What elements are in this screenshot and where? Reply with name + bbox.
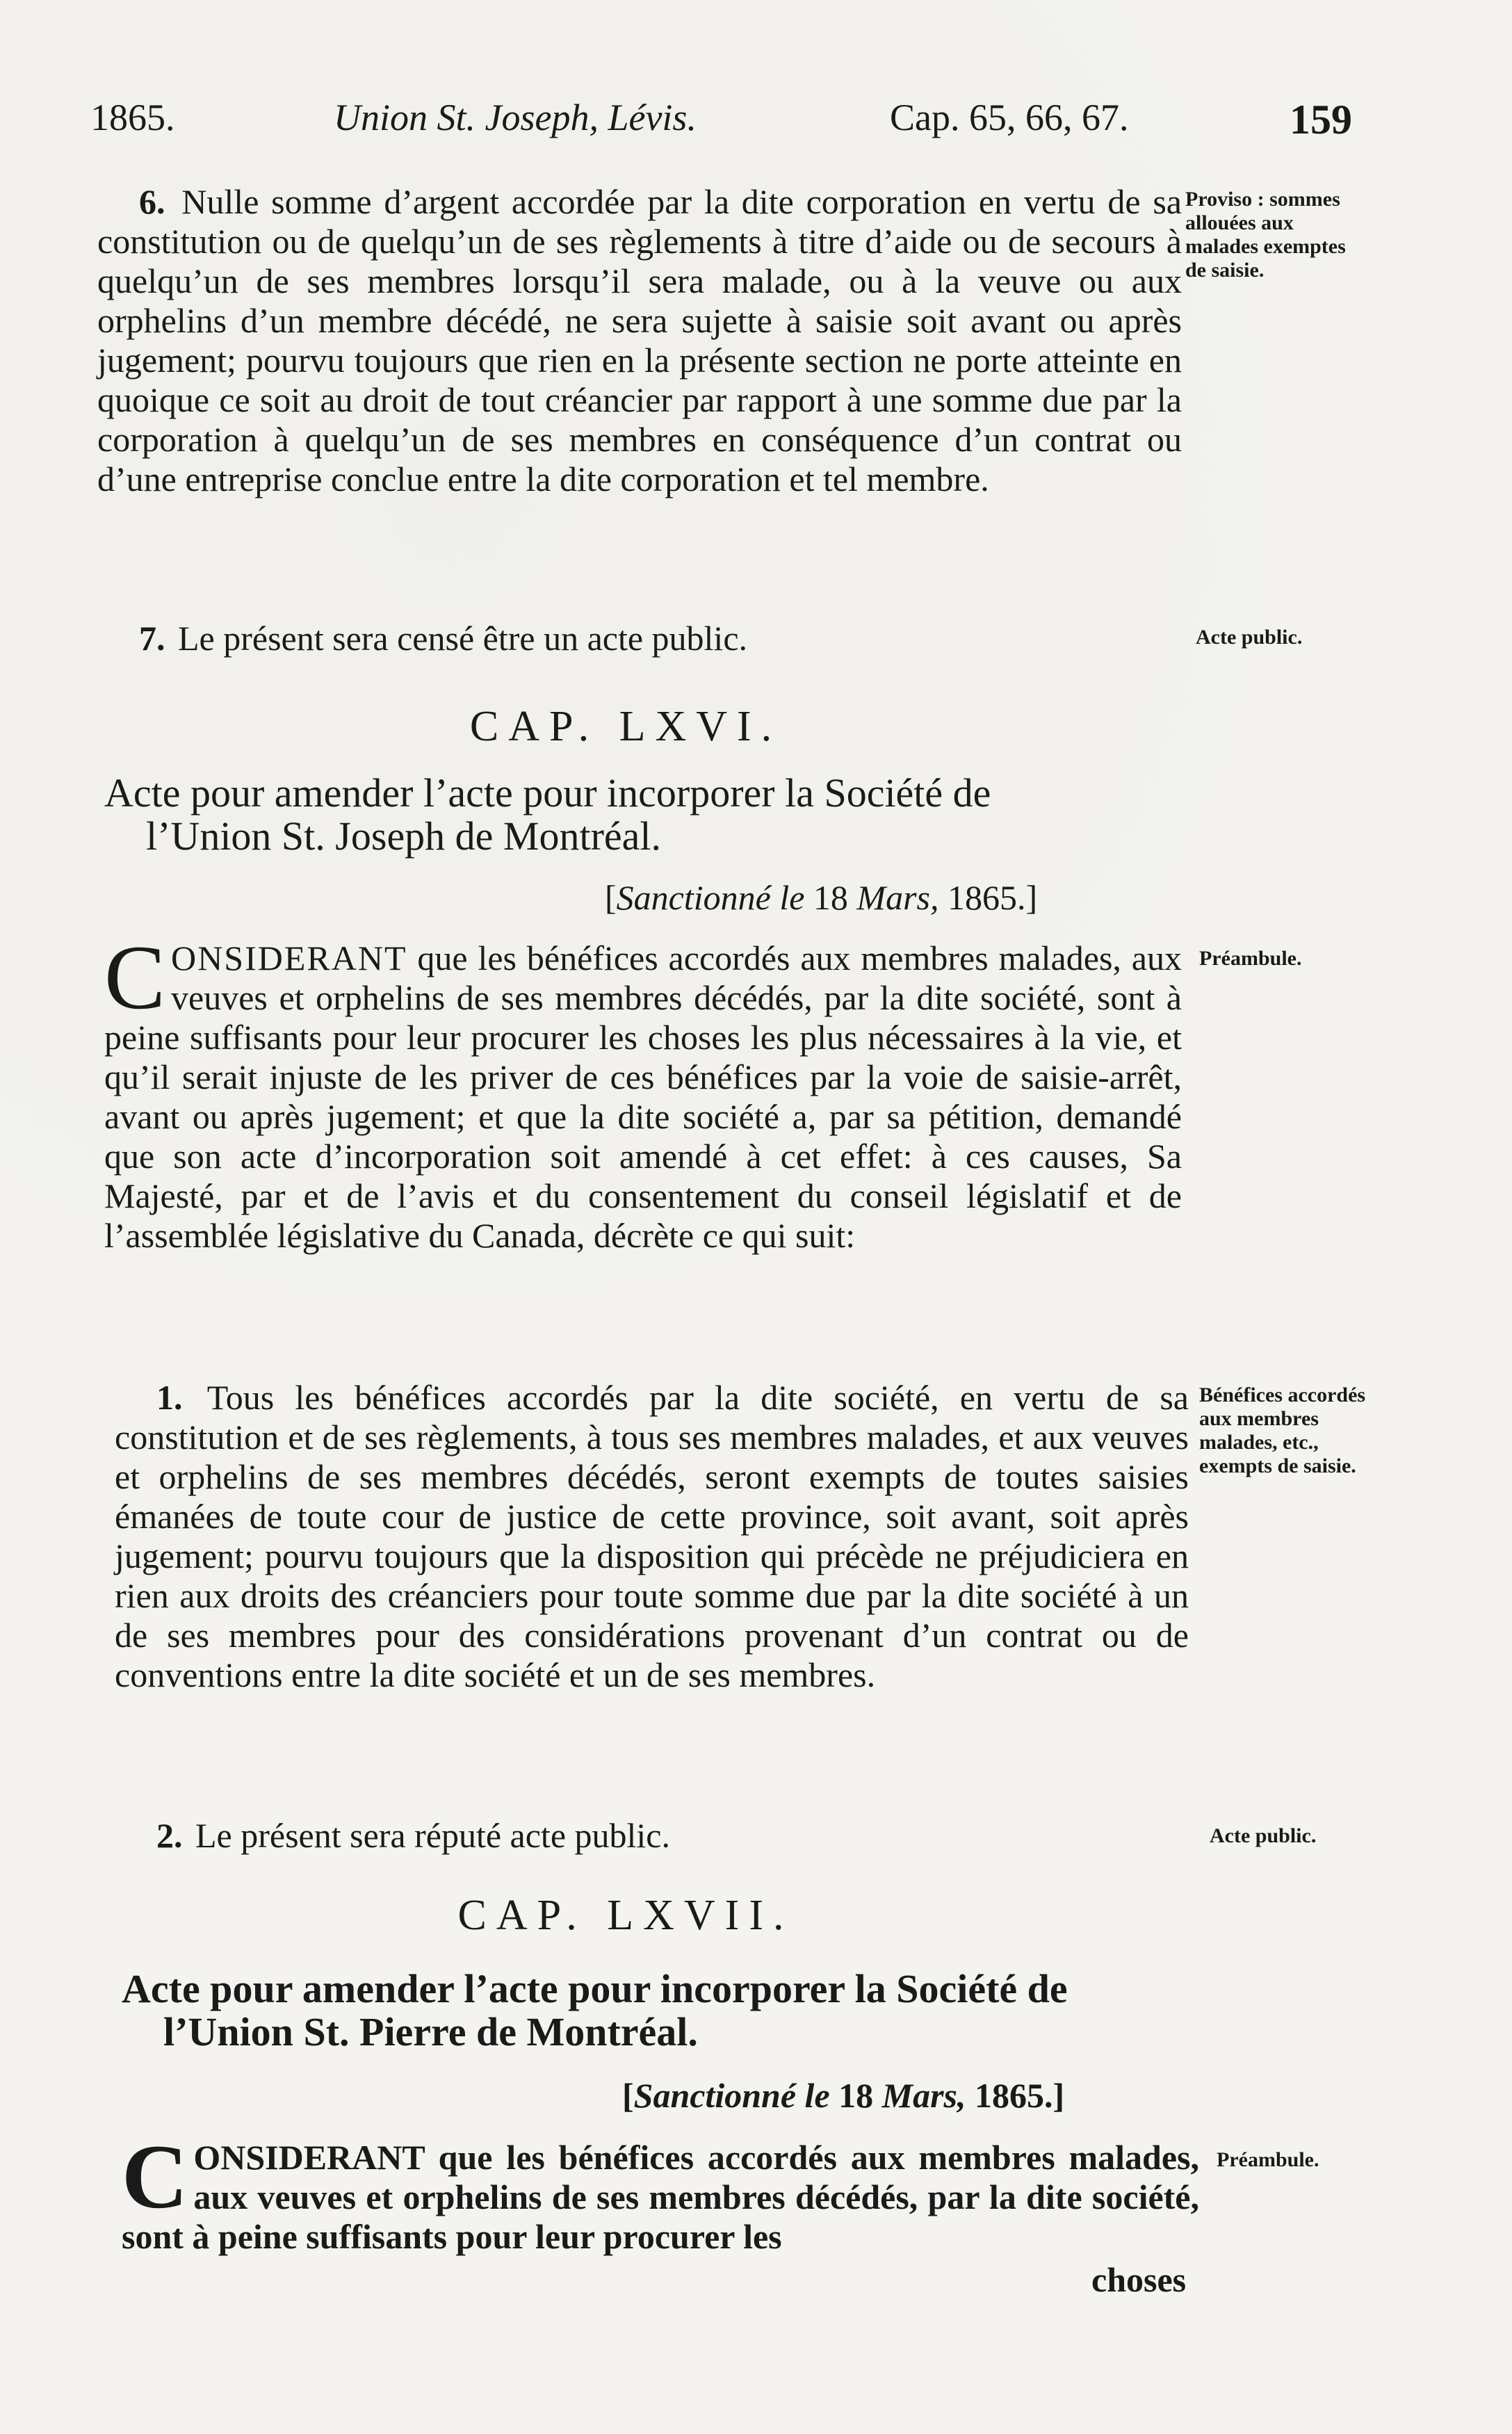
section-number: 7. xyxy=(139,619,165,658)
preamble-text: que les bénéfices accordés aux membres malades, aux veuves et orphelins de ses membres décédés, par la dite société, sont à peine suffisants pour leur procurer les xyxy=(122,2138,1199,2256)
section-text: Tous les bénéfices accordés par la dite société, en vertu de sa constitution et de ses règlements, à tous ses membres malades, et aux veuves et orphelins de ses membres décédés, seront exempts de toutes saisies émanées de toute cour de justice de cette province, soit avant, soit après jugement; pourvu toujours que la disposition qui précède ne préjudiciera en rien aux droits des créanciers pour toute somme due par la dite société à un de ses membres pour des considérations provenant d’un contrat ou de conventions entre la dite société et un de ses membres. xyxy=(115,1378,1189,1694)
section-text: Le présent sera censé être un acte public. xyxy=(178,619,748,658)
act-title-line2: l’Union St. Pierre de Montréal. xyxy=(163,2009,698,2054)
sanction-label: Sanctionné le xyxy=(633,2076,830,2115)
preamble-text: que les bénéfices accordés aux membres malades, aux veuves et orphelins de ses membres décédés, par la dite société, sont à peine suffisants pour leur procurer les choses les plus nécessaires à la vie, et qu’il serait injuste de les priver de ces bénéfices par la voie de saisie-arrêt, avant ou après jugement; et que la dite société a, par sa pétition, demandé que son acte d’incorporation soit amendé à cet effet: à ces causes, Sa Majesté, par et de l’avis et du consentement du conseil législatif et de l’assemblée législative du Canada, décrète ce qui suit: xyxy=(104,939,1182,1255)
preamble-cap66 xyxy=(104,926,1182,1256)
act-title xyxy=(104,772,1203,858)
drop-cap: C xyxy=(104,926,166,1028)
bracket: [ xyxy=(605,878,617,917)
margin-note-preambule-2: Préambule. xyxy=(1217,2148,1319,2171)
page-number: 159 xyxy=(1290,97,1352,143)
chapter-heading: CAP. LXVI. xyxy=(469,703,782,750)
sanction-date xyxy=(605,877,1037,918)
section-6 xyxy=(97,182,1182,499)
margin-note-benefices: Bénéfices accordés aux membres malades, etc., exempts de saisie. xyxy=(1199,1384,1366,1477)
act-title xyxy=(122,1968,1220,2054)
preamble-cap67 xyxy=(122,2125,1199,2257)
section-text: Le présent sera réputé acte public. xyxy=(195,1816,670,1855)
sanction-year: 1865.] xyxy=(966,2076,1065,2115)
act-title-line1: Acte pour amender l’acte pour incorporer la Société de xyxy=(122,1966,1068,2011)
sanction-day: 18 xyxy=(829,2076,882,2115)
section-number: 6. xyxy=(139,182,165,221)
margin-note-acte-public-2: Acte public. xyxy=(1210,1824,1317,1847)
chapter-heading: CAP. LXVII. xyxy=(457,1892,794,1939)
sanction-label: Sanctionné le xyxy=(616,878,805,917)
header-year: 1865. xyxy=(90,97,175,138)
section-number: 2. xyxy=(156,1816,183,1855)
act-title-line1: Acte pour amender l’acte pour incorporer la Société de xyxy=(104,770,991,816)
sanction-year: 1865.] xyxy=(938,878,1038,917)
cap66-section-1 xyxy=(115,1378,1189,1695)
sanction-date xyxy=(622,2075,1064,2116)
bracket: [ xyxy=(622,2076,634,2115)
running-header xyxy=(90,96,1376,152)
drop-cap: C xyxy=(122,2125,188,2228)
section-7 xyxy=(97,619,1182,658)
preamble-lead: ONSIDERANT xyxy=(193,2138,425,2177)
margin-note-acte-public: Acte public. xyxy=(1196,626,1303,649)
act-title-line2: l’Union St. Joseph de Montréal. xyxy=(146,813,662,859)
margin-note-preambule: Préambule. xyxy=(1199,947,1302,970)
section-number: 1. xyxy=(156,1378,183,1417)
preamble-lead: ONSIDERANT xyxy=(171,939,407,977)
header-chapters: Cap. 65, 66, 67. xyxy=(890,97,1129,138)
margin-note-proviso: Proviso : sommes allouées aux malades exemptes de saisie. xyxy=(1185,188,1346,282)
sanction-day: 18 xyxy=(804,878,857,917)
sanction-month: Mars, xyxy=(856,878,939,917)
header-title: Union St. Joseph, Lévis. xyxy=(334,97,697,138)
cap66-section-2 xyxy=(115,1816,1189,1856)
catchword: choses xyxy=(1091,2260,1187,2299)
section-text: Nulle somme d’argent accordée par la dite corporation en vertu de sa constitution ou de quelqu’un de ses règlements à titre d’aide ou de secours à quelqu’un de ses membres lorsqu’il sera malade, ou à la veuve ou aux orphelins d’un membre décédé, ne sera sujette à saisie soit avant ou après jugement; pourvu toujours que rien en la présente section ne porte atteinte en quoique ce soit au droit de tout créancier par rapport à une somme due par la corporation à quelqu’un de ses membres en conséquence d’un contrat ou d’une entreprise conclue entre la dite corporation et tel membre. xyxy=(97,182,1182,498)
sanction-month: Mars, xyxy=(881,2076,966,2115)
